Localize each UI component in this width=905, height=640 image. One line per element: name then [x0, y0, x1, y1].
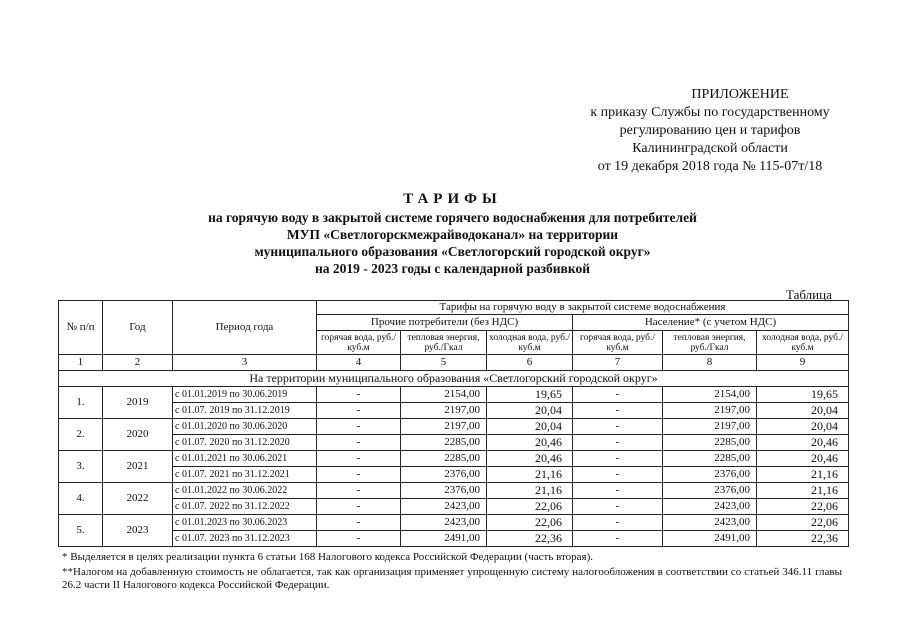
row-period: с 01.07. 2021 по 31.12.2021	[173, 467, 317, 483]
other-hot-water-value: -	[317, 435, 401, 451]
pop-cold-water-value: 20,46	[757, 435, 849, 451]
header-population: Население* (с учетом НДС)	[573, 315, 849, 331]
column-number-cell: 2	[103, 355, 173, 371]
pop-heat-energy-value: 2197,00	[663, 419, 757, 435]
row-period: с 01.07. 2020 по 31.12.2020	[173, 435, 317, 451]
pop-heat-energy-value: 2154,00	[663, 387, 757, 403]
column-number-cell: 6	[487, 355, 573, 371]
row-year: 2023	[103, 515, 173, 547]
header-tariffs: Тарифы на горячую воду в закрытой системе водоснабжения	[317, 301, 849, 315]
other-heat-energy-value: 2285,00	[401, 435, 487, 451]
pop-heat-energy-value: 2197,00	[663, 403, 757, 419]
column-number-cell: 7	[573, 355, 663, 371]
table-row	[59, 419, 849, 435]
column-number-cell: 8	[663, 355, 757, 371]
row-number: 4.	[59, 483, 103, 515]
pop-hot-water-value: -	[573, 515, 663, 531]
pop-hot-water-value: -	[573, 451, 663, 467]
footnote-1: * Выделяется в целях реализации пункта 6 статьи 168 Налогового кодекса Российской Федерации (часть вторая).	[62, 551, 594, 563]
header-other-cold-water: холодная вода, руб./куб.м	[487, 331, 573, 355]
pop-hot-water-value: -	[573, 435, 663, 451]
pop-cold-water-value: 22,06	[757, 499, 849, 515]
pop-cold-water-value: 22,06	[757, 515, 849, 531]
other-cold-water-value: 20,46	[487, 435, 573, 451]
header-row-1	[59, 301, 849, 315]
document-title: ТАРИФЫ	[403, 191, 502, 207]
row-year: 2020	[103, 419, 173, 451]
table-row	[59, 403, 849, 419]
column-number-row	[59, 355, 849, 371]
row-period: с 01.07. 2022 по 31.12.2022	[173, 499, 317, 515]
table-row	[59, 451, 849, 467]
header-pop-hot-water: горячая вода, руб./куб.м	[573, 331, 663, 355]
other-hot-water-value: -	[317, 499, 401, 515]
table-row	[59, 435, 849, 451]
row-period: с 01.01.2020 по 30.06.2020	[173, 419, 317, 435]
row-number: 1.	[59, 387, 103, 419]
title-line-4: на 2019 - 2023 годы с календарной разбивкой	[315, 261, 590, 276]
column-number-cell: 4	[317, 355, 401, 371]
pop-hot-water-value: -	[573, 387, 663, 403]
row-year: 2021	[103, 451, 173, 483]
other-hot-water-value: -	[317, 531, 401, 547]
pop-hot-water-value: -	[573, 499, 663, 515]
other-heat-energy-value: 2154,00	[401, 387, 487, 403]
pop-cold-water-value: 21,16	[757, 467, 849, 483]
row-period: с 01.01.2023 по 30.06.2023	[173, 515, 317, 531]
row-number: 2.	[59, 419, 103, 451]
table-row	[59, 467, 849, 483]
other-cold-water-value: 22,36	[487, 531, 573, 547]
pop-cold-water-value: 22,36	[757, 531, 849, 547]
appendix-header	[560, 86, 860, 176]
appendix-service-line: регулированию цен и тарифов	[619, 123, 801, 138]
other-cold-water-value: 21,16	[487, 483, 573, 499]
document-title-block	[0, 190, 905, 277]
territory-caption: На территории муниципального образования «Светлогорский городской округ»	[59, 371, 849, 387]
other-heat-energy-value: 2491,00	[401, 531, 487, 547]
other-heat-energy-value: 2285,00	[401, 451, 487, 467]
row-number: 5.	[59, 515, 103, 547]
other-cold-water-value: 20,04	[487, 403, 573, 419]
other-cold-water-value: 21,16	[487, 467, 573, 483]
header-year: Год	[103, 301, 173, 355]
table-label: Таблица	[786, 287, 832, 302]
other-heat-energy-value: 2197,00	[401, 403, 487, 419]
header-other-heat-energy: тепловая энергия, руб./Гкал	[401, 331, 487, 355]
table-row	[59, 499, 849, 515]
row-year: 2022	[103, 483, 173, 515]
title-line-3: муниципального образования «Светлогорский городской округ»	[254, 244, 651, 259]
column-number-cell: 3	[173, 355, 317, 371]
other-hot-water-value: -	[317, 483, 401, 499]
other-cold-water-value: 20,04	[487, 419, 573, 435]
appendix-date-line: от 19 декабря 2018 года № 115-07т/18	[597, 159, 823, 174]
appendix-region-line: Калининградской области	[632, 141, 788, 156]
row-period: с 01.07. 2019 по 31.12.2019	[173, 403, 317, 419]
other-hot-water-value: -	[317, 403, 401, 419]
other-cold-water-value: 19,65	[487, 387, 573, 403]
other-heat-energy-value: 2423,00	[401, 499, 487, 515]
pop-hot-water-value: -	[573, 419, 663, 435]
other-cold-water-value: 22,06	[487, 499, 573, 515]
other-hot-water-value: -	[317, 419, 401, 435]
tariff-table	[58, 300, 849, 547]
column-number-cell: 1	[59, 355, 103, 371]
header-other-hot-water: горячая вода, руб./куб.м	[317, 331, 401, 355]
header-num: № п/п	[59, 301, 103, 355]
header-pop-cold-water: холодная вода, руб./куб.м	[757, 331, 849, 355]
row-period: с 01.07. 2023 по 31.12.2023	[173, 531, 317, 547]
pop-heat-energy-value: 2376,00	[663, 483, 757, 499]
other-heat-energy-value: 2423,00	[401, 515, 487, 531]
other-heat-energy-value: 2376,00	[401, 467, 487, 483]
table-row	[59, 531, 849, 547]
pop-cold-water-value: 20,04	[757, 419, 849, 435]
table-row	[59, 387, 849, 403]
title-line-2: МУП «Светлогорскмежрайводоканал» на территории	[286, 227, 619, 242]
column-number-cell: 9	[757, 355, 849, 371]
other-hot-water-value: -	[317, 451, 401, 467]
pop-hot-water-value: -	[573, 403, 663, 419]
pop-heat-energy-value: 2376,00	[663, 467, 757, 483]
row-period: с 01.01.2021 по 30.06.2021	[173, 451, 317, 467]
pop-hot-water-value: -	[573, 467, 663, 483]
territory-row	[59, 371, 849, 387]
row-period: с 01.01.2022 по 30.06.2022	[173, 483, 317, 499]
pop-heat-energy-value: 2285,00	[663, 451, 757, 467]
pop-heat-energy-value: 2491,00	[663, 531, 757, 547]
column-number-cell: 5	[401, 355, 487, 371]
appendix-order-line: к приказу Службы по государственному	[590, 105, 830, 120]
pop-cold-water-value: 21,16	[757, 483, 849, 499]
row-number: 3.	[59, 451, 103, 483]
pop-cold-water-value: 20,46	[757, 451, 849, 467]
title-line-1: на горячую воду в закрытой системе горячего водоснабжения для потребителей	[208, 210, 697, 225]
header-period: Период года	[173, 301, 317, 355]
row-year: 2019	[103, 387, 173, 419]
table-row	[59, 483, 849, 499]
pop-heat-energy-value: 2285,00	[663, 435, 757, 451]
pop-hot-water-value: -	[573, 483, 663, 499]
other-heat-energy-value: 2197,00	[401, 419, 487, 435]
table-row	[59, 515, 849, 531]
footnote-2: **Налогом на добавленную стоимость не облагается, так как организация применяет упрощенную систему налогообложения в соответствии со статьей 346.11 главы 26.2 части II Налогового кодекса Российской Федерации.	[62, 566, 842, 591]
other-hot-water-value: -	[317, 467, 401, 483]
other-hot-water-value: -	[317, 515, 401, 531]
pop-heat-energy-value: 2423,00	[663, 499, 757, 515]
other-hot-water-value: -	[317, 387, 401, 403]
row-period: с 01.01.2019 по 30.06.2019	[173, 387, 317, 403]
header-pop-heat-energy: тепловая энергия, руб./Гкал	[663, 331, 757, 355]
other-heat-energy-value: 2376,00	[401, 483, 487, 499]
header-other-consumers: Прочие потребители (без НДС)	[317, 315, 573, 331]
appendix-title: ПРИЛОЖЕНИЕ	[691, 87, 789, 102]
other-cold-water-value: 22,06	[487, 515, 573, 531]
pop-heat-energy-value: 2423,00	[663, 515, 757, 531]
other-cold-water-value: 20,46	[487, 451, 573, 467]
pop-hot-water-value: -	[573, 531, 663, 547]
pop-cold-water-value: 20,04	[757, 403, 849, 419]
pop-cold-water-value: 19,65	[757, 387, 849, 403]
